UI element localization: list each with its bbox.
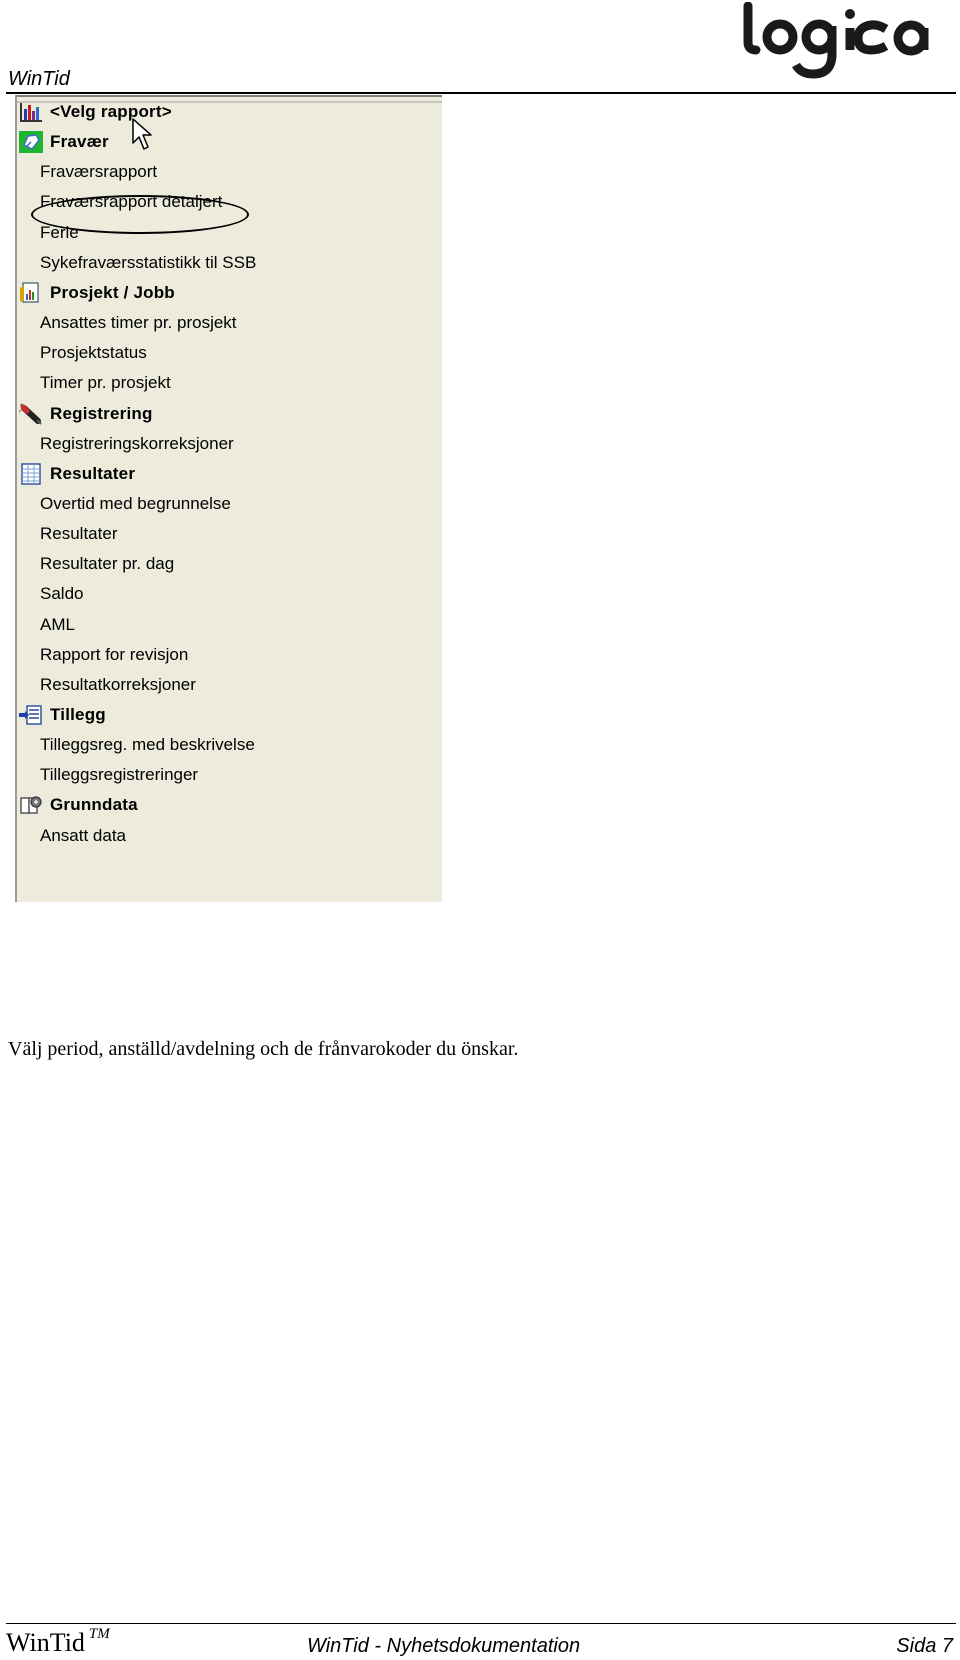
menu-item-label: Registreringskorreksjoner [40, 433, 234, 453]
menu-item-label: Registrering [50, 403, 153, 423]
results-icon [19, 463, 43, 485]
registration-icon [19, 403, 43, 425]
logica-logo [740, 2, 955, 90]
absence-icon [19, 131, 43, 153]
highlight-circle [31, 195, 249, 234]
menu-item-label: Resultater [40, 524, 118, 544]
menu-item-label: Tilleggsreg. med beskrivelse [40, 735, 255, 755]
report-menu-panel [15, 95, 442, 902]
header-title: WinTid [8, 68, 70, 90]
menu-item-label: Overtid med begrunnelse [40, 493, 231, 513]
menu-item-label: Resultater pr. dag [40, 554, 175, 574]
menu-item-label: Ansattes timer pr. prosjekt [40, 313, 237, 333]
menu-item-label: AML [40, 614, 75, 634]
menu-item-label: Resultater [50, 463, 136, 483]
menu-item-label: Rapport for revisjon [40, 644, 189, 664]
menu-item-label: Prosjekt / Jobb [50, 282, 175, 302]
menu-item-label: Ansatt data [40, 825, 127, 845]
instruction-text: Välj period, anställd/avdelning och de frånvarokoder du önskar. [8, 1038, 519, 1060]
supplement-icon [19, 704, 43, 726]
menu-item-label: Fraværsrapport detaljert [40, 192, 223, 212]
chart-icon [19, 101, 43, 123]
menu-item-label: Fravær [50, 132, 109, 152]
menu-item-label: Ferie [40, 222, 79, 242]
menu-item-label: Grunndata [50, 795, 138, 815]
page-number: Sida 7 [896, 1635, 953, 1657]
menu-item-label: Timer pr. prosjekt [40, 373, 171, 393]
menu-item-label: Saldo [40, 584, 84, 604]
mouse-cursor-icon [131, 117, 153, 151]
project-icon [19, 282, 43, 304]
menu-item-label: Prosjektstatus [40, 343, 147, 363]
footer-brand [6, 1628, 110, 1658]
menu-item-label: Tilleggsregistreringer [40, 765, 199, 785]
footer-doc-title: WinTid - Nyhetsdokumentation [307, 1635, 581, 1657]
trademark: TM [88, 1626, 110, 1642]
menu-item-label: Sykefraværsstatistikk til SSB [40, 252, 257, 272]
basedata-icon [19, 794, 43, 816]
footer-divider [6, 1623, 956, 1624]
header-divider [6, 92, 956, 94]
menu-item-label: Resultatkorreksjoner [40, 674, 196, 694]
menu-item-label: <Velg rapport> [50, 102, 172, 121]
menu-item-label: Fraværsrapport [40, 162, 158, 182]
footer-brand-name: WinTid [6, 1628, 85, 1657]
menu-item-label: Tillegg [50, 705, 106, 724]
